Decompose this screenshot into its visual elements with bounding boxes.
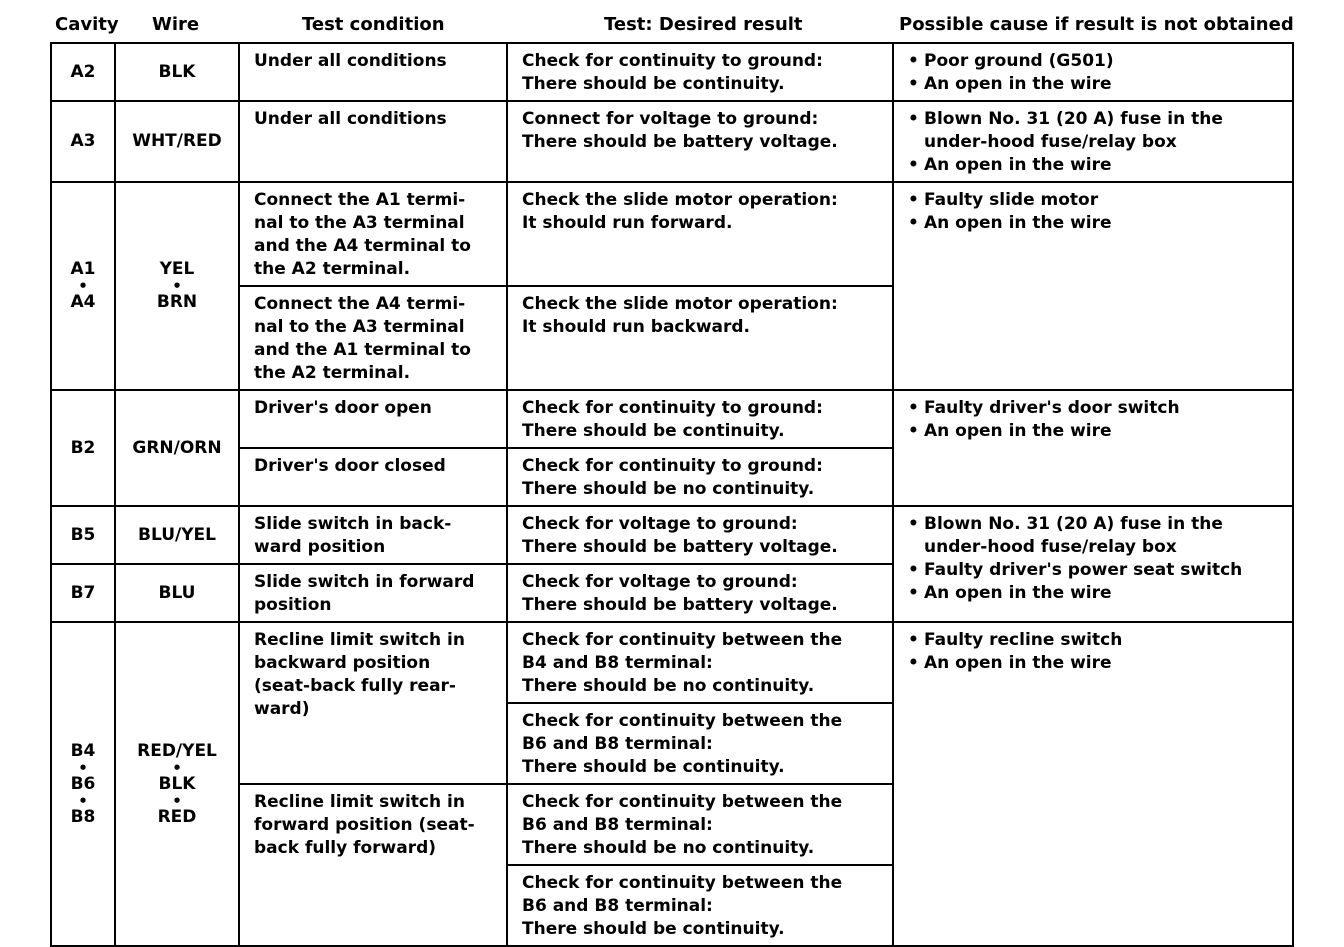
list-item: • An open in the wire xyxy=(908,582,1282,605)
result-cell: Check for continuity to ground: There should be no continuity. xyxy=(507,448,893,506)
cavity-cell: A2 xyxy=(51,43,115,101)
wire-cell: YEL • BRN xyxy=(115,182,239,390)
cause-cell xyxy=(893,43,1293,101)
table-row xyxy=(51,506,1293,564)
cavity-cell: B2 xyxy=(51,390,115,506)
cause-cell xyxy=(893,390,1293,506)
result-cell: Check the slide motor operation: It should run backward. xyxy=(507,286,893,390)
condition-cell: Slide switch in forward position xyxy=(239,564,507,622)
condition-cell: Connect the A1 termi- nal to the A3 terminal and the A4 terminal to the A2 terminal. xyxy=(239,182,507,286)
cause-cell xyxy=(893,182,1293,390)
result-cell: Check for voltage to ground: There should be battery voltage. xyxy=(507,564,893,622)
wire-cell: GRN/ORN xyxy=(115,390,239,506)
table-row xyxy=(51,182,1293,286)
result-cell: Check for voltage to ground: There should be battery voltage. xyxy=(507,506,893,564)
list-item: • An open in the wire xyxy=(908,154,1282,177)
condition-cell: Slide switch in back- ward position xyxy=(239,506,507,564)
list-item: • Faulty recline switch xyxy=(908,629,1282,652)
wire-cell: RED/YEL • BLK • RED xyxy=(115,622,239,946)
table-row xyxy=(51,622,1293,703)
wire-cell: BLU/YEL xyxy=(115,506,239,564)
list-item: • Faulty slide motor xyxy=(908,189,1282,212)
header-possible-cause: Possible cause if result is not obtained xyxy=(899,14,1294,35)
list-item: • Faulty driver's power seat switch xyxy=(908,559,1282,582)
list-item: • Blown No. 31 (20 A) fuse in the under-hood fuse/relay box xyxy=(908,108,1282,154)
condition-cell: Under all conditions xyxy=(239,43,507,101)
list-item: • An open in the wire xyxy=(908,420,1282,443)
list-item: • An open in the wire xyxy=(908,212,1282,235)
result-cell: Connect for voltage to ground: There should be battery voltage. xyxy=(507,101,893,182)
condition-cell: Driver's door closed xyxy=(239,448,507,506)
cavity-cell: A3 xyxy=(51,101,115,182)
condition-cell: Recline limit switch in forward position (seat- back fully forward) xyxy=(239,784,507,946)
cause-cell xyxy=(893,622,1293,946)
cause-cell xyxy=(893,506,1293,622)
list-item: • Blown No. 31 (20 A) fuse in the under-hood fuse/relay box xyxy=(908,513,1282,559)
result-cell: Check for continuity between the B6 and B8 terminal: There should be no continuity. xyxy=(507,784,893,865)
table-row xyxy=(51,43,1293,101)
result-cell: Check for continuity to ground: There should be continuity. xyxy=(507,43,893,101)
cause-cell xyxy=(893,101,1293,182)
table-row xyxy=(51,390,1293,448)
header-desired-result: Test: Desired result xyxy=(604,14,803,35)
list-item: • An open in the wire xyxy=(908,73,1282,96)
result-cell: Check the slide motor operation: It should run forward. xyxy=(507,182,893,286)
header-test-condition: Test condition xyxy=(302,14,445,35)
test-table xyxy=(50,42,1294,947)
condition-cell: Driver's door open xyxy=(239,390,507,448)
result-cell: Check for continuity between the B6 and B8 terminal: There should be continuity. xyxy=(507,703,893,784)
header-cavity: Cavity xyxy=(55,14,119,35)
wire-cell: BLK xyxy=(115,43,239,101)
table-row xyxy=(51,101,1293,182)
cavity-cell: A1 • A4 xyxy=(51,182,115,390)
result-cell: Check for continuity between the B6 and B8 terminal: There should be continuity. xyxy=(507,865,893,946)
cavity-cell: B7 xyxy=(51,564,115,622)
list-item: • Poor ground (G501) xyxy=(908,50,1282,73)
wire-cell: WHT/RED xyxy=(115,101,239,182)
condition-cell: Under all conditions xyxy=(239,101,507,182)
wire-cell: BLU xyxy=(115,564,239,622)
condition-cell: Connect the A4 termi- nal to the A3 terminal and the A1 terminal to the A2 terminal. xyxy=(239,286,507,390)
cavity-cell: B4 • B6 • B8 xyxy=(51,622,115,946)
list-item: • An open in the wire xyxy=(908,652,1282,675)
header-wire: Wire xyxy=(152,14,200,35)
list-item: • Faulty driver's door switch xyxy=(908,397,1282,420)
result-cell: Check for continuity between the B4 and B8 terminal: There should be no continuity. xyxy=(507,622,893,703)
result-cell: Check for continuity to ground: There should be continuity. xyxy=(507,390,893,448)
condition-cell: Recline limit switch in backward position (seat-back fully rear- ward) xyxy=(239,622,507,784)
cavity-cell: B5 xyxy=(51,506,115,564)
